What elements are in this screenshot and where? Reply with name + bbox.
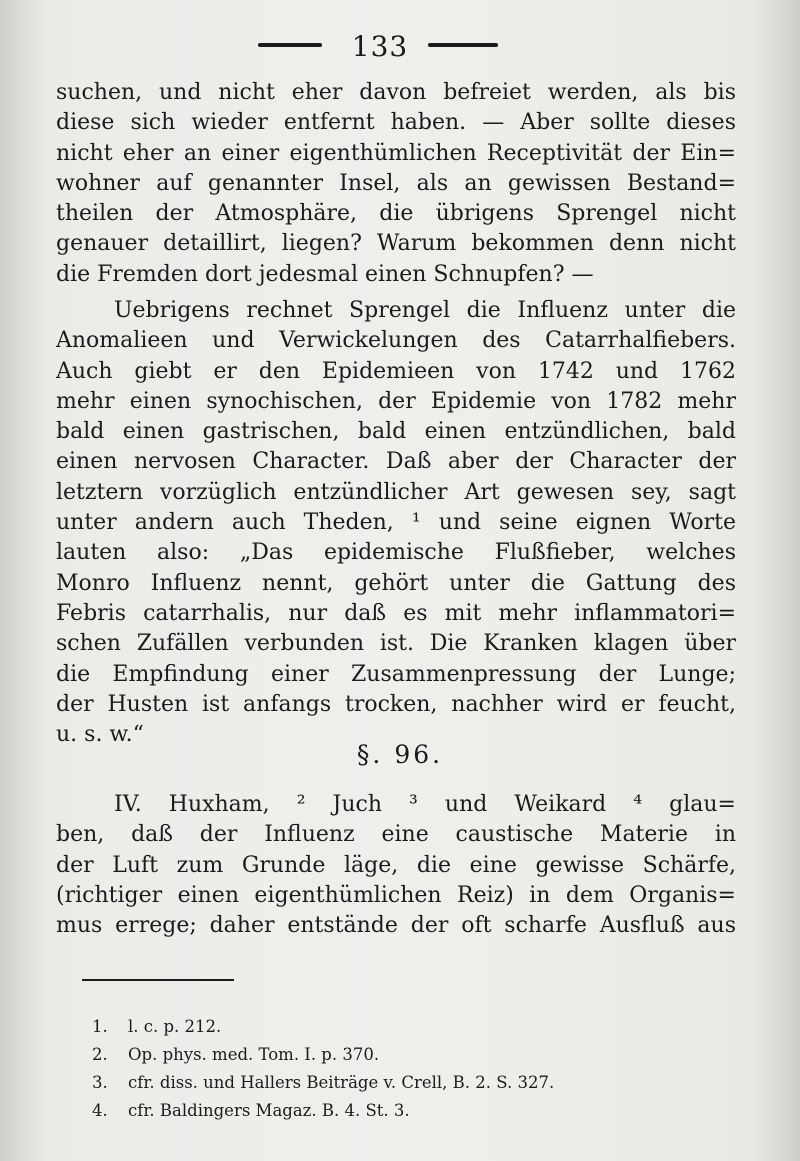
- text-line: Auch giebt er den Epidemieen von 1742 und 1762: [56, 358, 736, 384]
- text-line: wohner auf genannter Insel, als an gewissen Bestand=: [56, 170, 736, 196]
- footnotes: [92, 1013, 732, 1125]
- footnote-text: cfr. Baldingers Magaz. B. 4. St. 3.: [128, 1101, 410, 1120]
- text-line: IV. Huxham, ² Juch ³ und Weikard ⁴ glau=: [114, 792, 736, 817]
- text-line: mehr einen synochischen, der Epidemie von 1782 mehr: [56, 388, 736, 414]
- section-heading: §. 96.: [356, 740, 444, 769]
- footnote: [92, 1069, 732, 1097]
- text-line: lauten also: „Das epidemische Flußfieber, welches: [56, 540, 736, 566]
- footnote-number: 3.: [92, 1073, 108, 1092]
- text-line: Monro Influenz nennt, gehört unter die Gattung des: [56, 570, 736, 596]
- footnote-divider: [82, 979, 234, 981]
- header-rule-right: [428, 43, 498, 47]
- text-line: diese sich wieder entfernt haben. — Aber sollte dieses: [56, 110, 736, 136]
- footnote-text: cfr. diss. und Hallers Beiträge v. Crell, B. 2. S. 327.: [128, 1073, 555, 1092]
- text-line: die Empfindung einer Zusammenpressung der Lunge;: [56, 661, 736, 687]
- paragraph-section-96: [56, 790, 736, 941]
- page-number: 133: [351, 30, 409, 63]
- text-line: letztern vorzüglich entzündlicher Art gewesen sey, sagt: [56, 479, 736, 505]
- text-line: unter andern auch Theden, ¹ und seine eignen Worte: [56, 510, 736, 536]
- footnote-number: 1.: [92, 1017, 108, 1036]
- text-line: bald einen gastrischen, bald einen entzündlichen, bald: [56, 419, 736, 445]
- text-line: Febris catarrhalis, nur daß es mit mehr inflammatori=: [56, 600, 736, 626]
- text-line: schen Zufällen verbunden ist. Die Kranken klagen über: [56, 631, 736, 657]
- text-line: die Fremden dort jedesmal einen Schnupfen? —: [56, 261, 594, 287]
- footnote-text: l. c. p. 212.: [128, 1017, 222, 1036]
- paragraph-sprengel: [56, 296, 736, 750]
- page-header: [0, 30, 800, 66]
- text-line: u. s. w.“: [56, 722, 144, 748]
- text-line: genauer detaillirt, liegen? Warum bekommen denn nicht: [56, 231, 736, 257]
- text-line: mus errege; daher entstände der oft scharfe Ausfluß aus: [56, 913, 736, 939]
- footnote: [92, 1041, 732, 1069]
- text-line: ben, daß der Influenz eine caustische Materie in: [56, 822, 736, 848]
- footnote: [92, 1097, 732, 1125]
- text-line: suchen, und nicht eher davon befreiet werden, als bis: [56, 80, 736, 105]
- paragraph-continuation: [56, 78, 736, 290]
- text-line: theilen der Atmosphäre, die übrigens Sprengel nicht: [56, 201, 736, 227]
- footnote: [92, 1013, 732, 1041]
- text-line: nicht eher an einer eigenthümlichen Receptivität der Ein=: [56, 140, 736, 166]
- header-rule-left: [258, 43, 322, 47]
- text-line: der Husten ist anfangs trocken, nachher wird er feucht,: [56, 691, 736, 717]
- text-line: der Luft zum Grunde läge, die eine gewisse Schärfe,: [56, 852, 736, 878]
- footnote-text: Op. phys. med. Tom. I. p. 370.: [128, 1045, 380, 1064]
- text-line: Anomalieen und Verwickelungen des Catarrhalfiebers.: [56, 328, 736, 354]
- text-line: (richtiger einen eigenthümlichen Reiz) in dem Organis=: [56, 882, 736, 908]
- text-line: Uebrigens rechnet Sprengel die Influenz unter die: [114, 298, 736, 323]
- footnote-number: 2.: [92, 1045, 108, 1064]
- text-line: einen nervosen Character. Daß aber der Character der: [56, 449, 736, 475]
- footnote-number: 4.: [92, 1101, 108, 1120]
